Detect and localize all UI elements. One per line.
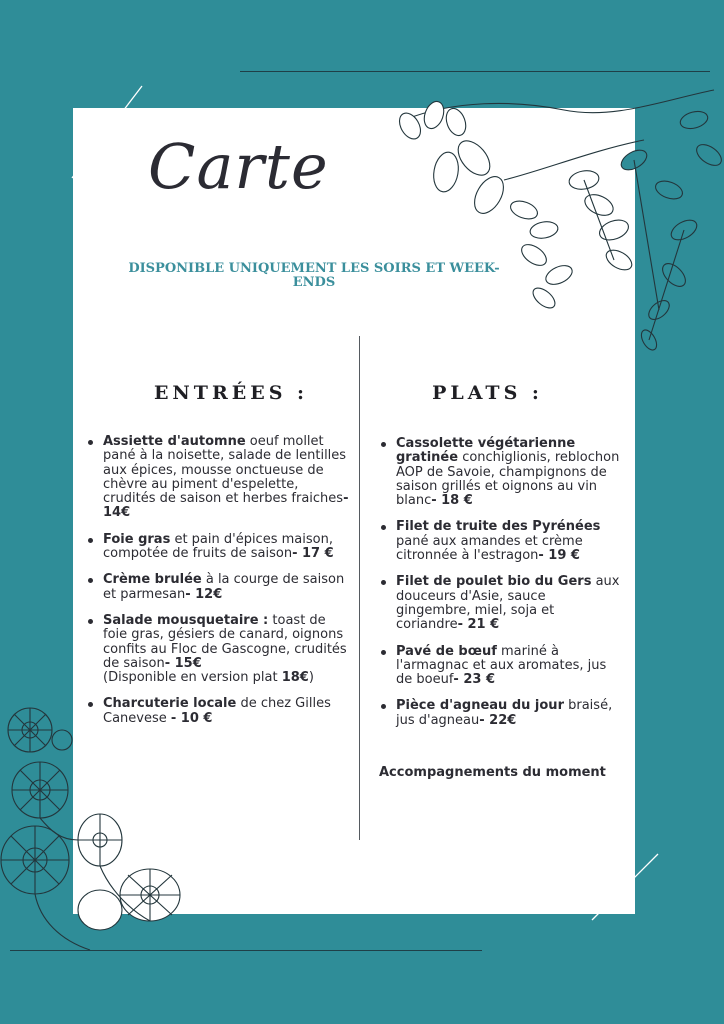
list-item: Salade mousquetaire : toast de foie gras, gésiers de canard, oignons confits au Floc de Gascogne, crudités de saison- 15€ (Disponible en version plat 18€) [87,614,351,685]
plats-list [380,437,620,740]
top-left-corner-line [66,82,146,182]
entrees-heading: ENTRÉES : [153,382,309,404]
bottom-right-corner-line [590,852,660,922]
list-item: Filet de poulet bio du Gers aux douceurs d'Asie, sauce gingembre, miel, soja et coriandre- 21 € [380,575,620,632]
floral-top-right-icon [384,60,724,360]
entrees-list [87,435,351,738]
list-item: Pièce d'agneau du jour braisé, jus d'agneau- 22€ [380,699,620,728]
plats-heading: PLATS : [432,382,543,404]
list-item: Assiette d'automne oeuf mollet pané à la noisette, salade de lentilles aux épices, mousse onctueuse de chèvre au piment d'espelette, crudités de saison et herbes fraiches- 14€ [87,435,351,521]
availability-subtitle: DISPONIBLE UNIQUEMENT LES SOIRS ET WEEK-ENDS [128,261,500,290]
column-divider [359,336,360,840]
accompaniment-note: Accompagnements du moment [379,765,606,780]
floral-bottom-left-icon [0,700,200,960]
list-item: Cassolette végétarienne gratinée conchiglionis, reblochon AOP de Savoie, champignons de saison grillés et oignons au vin blanc- 18 € [380,437,620,508]
list-item: Crème brulée à la courge de saison et parmesan- 12€ [87,573,351,602]
list-item: Foie gras et pain d'épices maison, compotée de fruits de saison- 17 € [87,533,351,562]
list-item: Charcuterie locale de chez Gilles Canevese - 10 € [87,697,351,726]
list-item: Pavé de bœuf mariné à l'armagnac et aux aromates, jus de boeuf- 23 € [380,645,620,688]
list-item: Filet de truite des Pyrénées pané aux amandes et crème citronnée à l'estragon- 19 € [380,520,620,563]
page-title: Carte [148,130,329,203]
